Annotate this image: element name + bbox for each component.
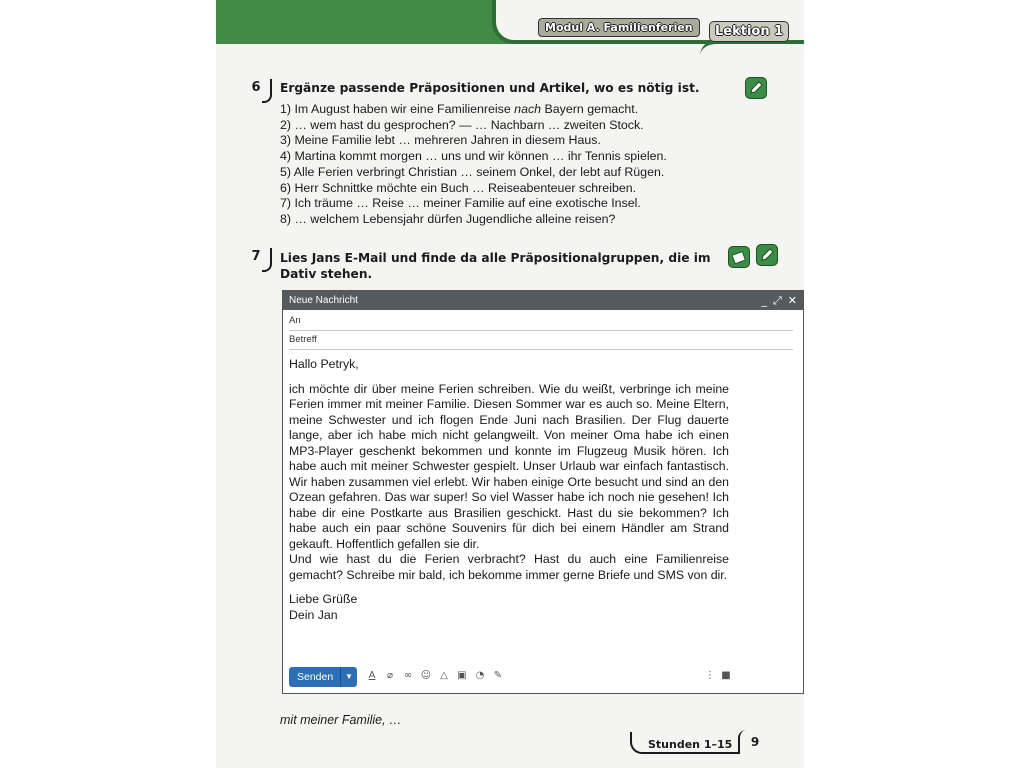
drive-icon[interactable]: △ [440,670,448,681]
send-button[interactable] [289,667,357,687]
lektion-title: Lektion 1 [709,21,789,42]
header-curve [700,40,804,70]
textbook-page [216,0,804,768]
exercise-6-list [280,102,667,228]
email-signature: Dein Jan [289,607,338,622]
more-icon[interactable]: ⋮ [705,670,715,681]
book-icon [728,246,750,268]
email-closing: Liebe Grüße [289,592,358,606]
footer-section: Stunden 1–15 [630,732,740,754]
email-toolbar [289,667,797,687]
to-label: An [289,315,301,326]
send-label: Senden [297,671,334,683]
email-window-title: Neue Nachricht [289,295,358,306]
link-icon[interactable]: ∞ [403,670,413,681]
subject-label: Betreff [289,334,317,345]
trash-icon[interactable]: ■ [721,670,731,681]
signature-icon[interactable]: ✎ [493,670,503,681]
modul-title: Modul A. Familienferien [538,18,700,37]
pencil-icon [745,77,767,99]
exercise-6-number: 6 [244,77,268,99]
photo-icon[interactable]: ▣ [457,670,467,681]
window-controls [761,291,797,310]
task-item: 7) Ich träume … Reise … meiner Familie auf eine exotische Insel. [280,196,641,211]
email-compose-window [282,290,804,694]
exercise-7-number: 7 [244,246,268,268]
attach-icon[interactable]: ⌀ [386,670,394,681]
task-item: 4) Martina kommt morgen … uns und wir können … ihr Tennis spielen. [280,149,667,164]
to-field[interactable] [289,312,793,331]
subject-field[interactable] [289,331,793,350]
exercise-7-title-line: Lies Jans E-Mail und finde da alle Präpositionalgruppen, die im [280,251,711,265]
emoji-icon[interactable]: ☺ [420,670,432,681]
answer-example: mit meiner Familie, … [280,713,402,727]
task-item: 5) Alle Ferien verbringt Christian … seinem Onkel, der lebt auf Rügen. [280,164,665,179]
close-icon[interactable]: ✕ [787,294,797,307]
task-item: 2) … wem hast du gesprochen? — … Nachbarn … zweiten Stock. [280,117,644,132]
format-text-icon[interactable]: A [368,670,376,681]
send-options-icon[interactable]: ▼ [340,667,357,687]
lock-icon[interactable]: ◔ [475,670,485,681]
email-body[interactable] [289,357,729,623]
task-item: 8) … welchem Lebensjahr dürfen Jugendliche alleine reisen? [280,211,616,226]
email-paragraph: ich möchte dir über meine Ferien schreiben. Wie du weißt, verbringe ich meine Ferien immer mit meiner Familie. Diesen Sommer war es auch so. Meine Eltern, meine Schwester und ich flogen Ende Juni nach Brasilien. Der Flug dauerte lange, aber ich habe mich nicht gelangweilt. Von meiner Oma habe ich einen MP3-Player geschenkt bekommen und konnte im Flugzeug Musik hören. Ich habe auch mit meiner Schwester gespielt. Unser Urlaub war einfach fantastisch. Wir haben zusammen viel erlebt. Wir haben einige Orte besucht und sind an den Ozean gefahren. Das war super! So viel Wasser habe ich noch nie gesehen! Ich habe dir eine Postkarte aus Brasilien geschickt. Hast du sie bekommen? Ich habe auch ein paar schöne Souvenirs für dich bei einem Händler am Strand gekauft. Hoffentlich gefallen sie dir. [289,381,729,551]
task-item: 3) Meine Familie lebt … mehreren Jahren in diesem Haus. [280,133,601,148]
minimize-icon[interactable]: _ [761,294,767,307]
pencil-icon [756,244,778,266]
task-item: 6) Herr Schnittke möchte ein Buch … Reiseabenteuer schreiben. [280,180,637,195]
page-number: 9 [738,730,770,752]
email-paragraph: Und wie hast du die Ferien verbracht? Hast du auch eine Familienreise gemacht? Schreibe mir bald, ich bekomme immer gerne Briefe und SMS von dir. [289,552,729,582]
email-greeting: Hallo Petryk, [289,357,359,371]
email-title-bar [283,291,803,310]
exercise-7-title-line: Dativ stehen. [280,267,373,281]
expand-icon[interactable]: ⤢ [772,294,782,307]
exercise-6-title: Ergänze passende Präpositionen und Artikel, wo es nötig ist. [280,81,700,95]
task-item: 1) Im August haben wir eine Familienreise nach Bayern gemacht. [280,102,639,116]
exercise-7-title [280,250,720,282]
